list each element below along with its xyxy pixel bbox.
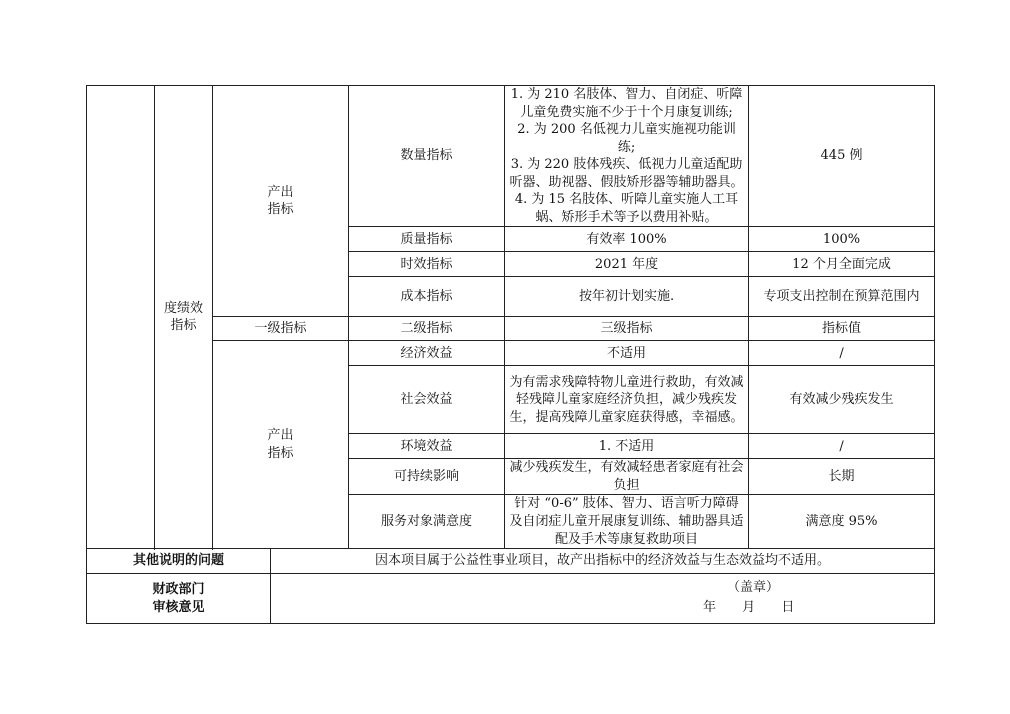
social-benefit-value: 有效减少残疾发生 <box>749 366 935 434</box>
cost-indicator-value: 专项支出控制在预算范围内 <box>749 277 935 317</box>
timeliness-indicator-name: 时效指标 <box>349 252 505 277</box>
finance-review-label: 财政部门 审核意见 <box>87 574 271 624</box>
date-placeholder <box>703 599 816 617</box>
environment-benefit-name: 环境效益 <box>349 434 505 459</box>
cost-indicator-name: 成本指标 <box>349 277 505 317</box>
header-level3: 三级指标 <box>505 317 749 341</box>
economic-benefit-name: 经济效益 <box>349 341 505 366</box>
finance-review-cell <box>271 574 935 624</box>
quality-indicator-desc: 有效率 100% <box>505 227 749 252</box>
perf-indicator-label: 度绩效 指标 <box>155 86 213 549</box>
date-day: 日 <box>781 599 795 615</box>
quality-indicator-name: 质量指标 <box>349 227 505 252</box>
header-value: 指标值 <box>749 317 935 341</box>
satisfaction-desc: 针对 “0-6” 肢体、智力、语言听力障碍及自闭症儿童开展康复训练、辅助器具适配及手术等康复救助项目 <box>505 495 749 549</box>
satisfaction-value: 满意度 95% <box>749 495 935 549</box>
performance-indicator-table <box>86 85 935 624</box>
seal-placeholder: （盖章） <box>727 579 780 595</box>
environment-benefit-desc: 1. 不适用 <box>505 434 749 459</box>
sustainability-value: 长期 <box>749 459 935 495</box>
quantity-indicator-name: 数量指标 <box>349 86 505 227</box>
satisfaction-name: 服务对象满意度 <box>349 495 505 549</box>
quantity-indicator-value: 445 例 <box>749 86 935 227</box>
date-month: 月 <box>742 599 756 615</box>
header-level1: 一级指标 <box>213 317 349 341</box>
timeliness-indicator-desc: 2021 年度 <box>505 252 749 277</box>
environment-benefit-value: / <box>749 434 935 459</box>
quality-indicator-value: 100% <box>749 227 935 252</box>
blank-first-column <box>87 86 155 549</box>
header-level2: 二级指标 <box>349 317 505 341</box>
quantity-indicator-desc: 1. 为 210 名肢体、智力、自闭症、听障儿童免费实施不少于十个月康复训练; 2. 为 200 名低视力儿童实施视功能训练; 3. 为 220 肢体残疾、低视力儿童适配助听器、助视器、假肢矫形器等辅助器具。4. 为 15 名肢体、听障儿童实施人工耳蜗、矫形手术等予以费用补贴。 <box>505 86 749 227</box>
economic-benefit-desc: 不适用 <box>505 341 749 366</box>
date-year: 年 <box>703 599 717 615</box>
social-benefit-name: 社会效益 <box>349 366 505 434</box>
other-notes-label: 其他说明的问题 <box>87 549 271 574</box>
sustainability-name: 可持续影响 <box>349 459 505 495</box>
sustainability-desc: 减少残疾发生，有效减轻患者家庭有社会负担 <box>505 459 749 495</box>
economic-benefit-value: / <box>749 341 935 366</box>
cost-indicator-desc: 按年初计划实施. <box>505 277 749 317</box>
timeliness-indicator-value: 12 个月全面完成 <box>749 252 935 277</box>
output-indicator-label-2: 产出 指标 <box>213 341 349 549</box>
social-benefit-desc: 为有需求残障特物儿童进行救助，有效减轻残障儿童家庭经济负担，减少残疾发生，提高残障儿童家庭获得感，幸福感。 <box>505 366 749 434</box>
output-indicator-label: 产出 指标 <box>213 86 349 317</box>
other-notes-text: 因本项目属于公益性事业项目，故产出指标中的经济效益与生态效益均不适用。 <box>271 549 935 574</box>
